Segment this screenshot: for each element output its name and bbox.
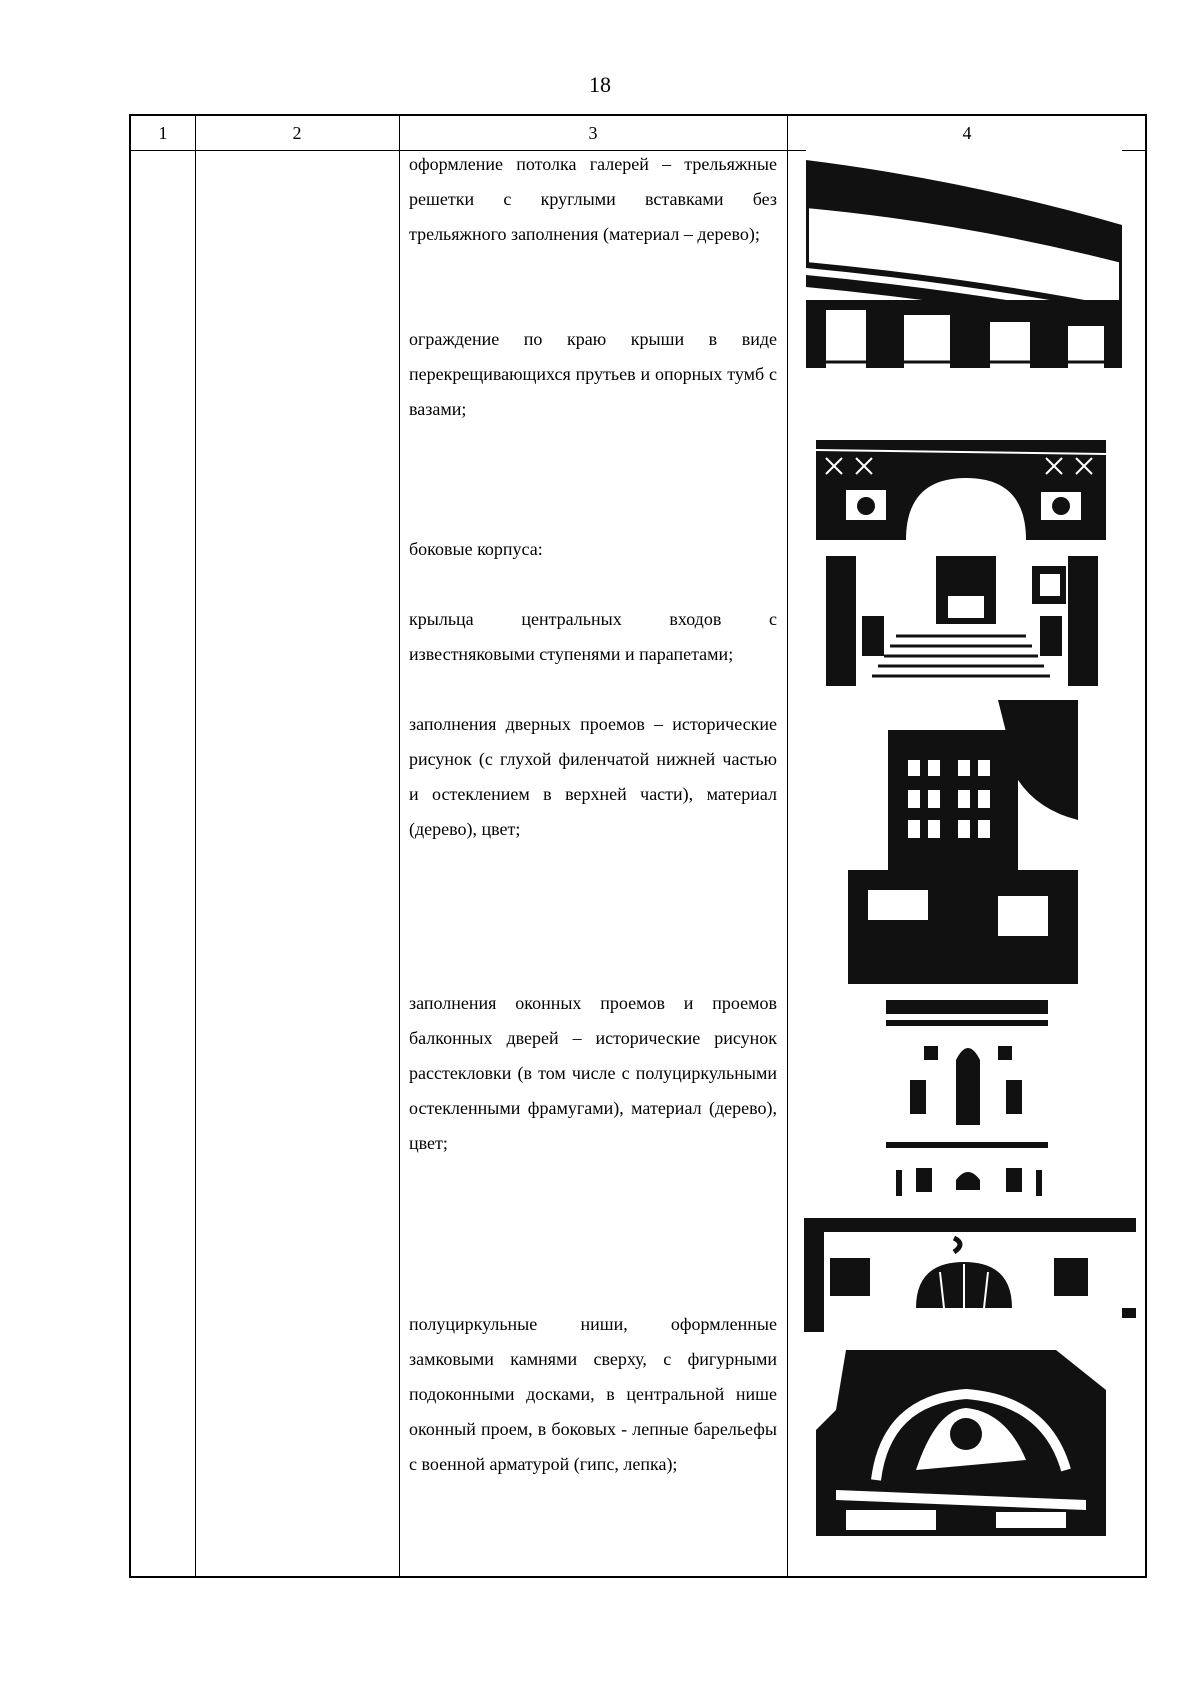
description-roof-railing: ограждение по краю крыши в виде перекрещивающихся прутьев и опорных тумб с вазами; [409,329,777,419]
description-door-fillings: заполнения дверных проемов – исторические рисунок (с глухой филенчатой нижней частью и остеклением в верхней части), материал (дерево), цвет; [409,714,777,839]
description-side-wings: боковые корпуса: [409,539,543,559]
description-window-fillings: заполнения оконных проемов и проемов балконных дверей – исторические рисунок расстекловки (в том числе с полуциркульными остекленными фрамугами), материал (дерево), цвет; [409,993,777,1153]
column-divider [399,116,400,1576]
description-niches: полуциркульные ниши, оформленные замковыми камнями сверху, с фигурными подоконными досками, в центральной нише оконный проем, в боковых - лепные барельефы с военной арматурой (гипс, лепка); [409,1314,777,1474]
description-porches: крыльца центральных входов с известняковыми ступенями и парапетами; [409,609,777,664]
column-divider [195,116,196,1576]
column-divider [787,116,788,1576]
page-number: 18 [589,72,611,97]
semicircular-window-photo [804,1218,1136,1332]
column-header-4: 4 [962,123,972,143]
column-header-3: 3 [588,123,598,143]
window-facade-photo [886,1000,1048,1196]
roof-railing-photo [816,440,1106,540]
door-filling-photo [848,700,1078,984]
arcade-gallery-photo [806,150,1122,368]
description-gallery-ceiling: оформление потолка галерей – трельяжные решетки с круглыми вставками без трельяжного заполнения (материал – дерево); [409,154,777,244]
column-header-2: 2 [292,123,302,143]
bas-relief-niche-photo [816,1350,1106,1536]
entrance-porch-photo [826,556,1098,686]
column-header-1: 1 [158,123,168,143]
